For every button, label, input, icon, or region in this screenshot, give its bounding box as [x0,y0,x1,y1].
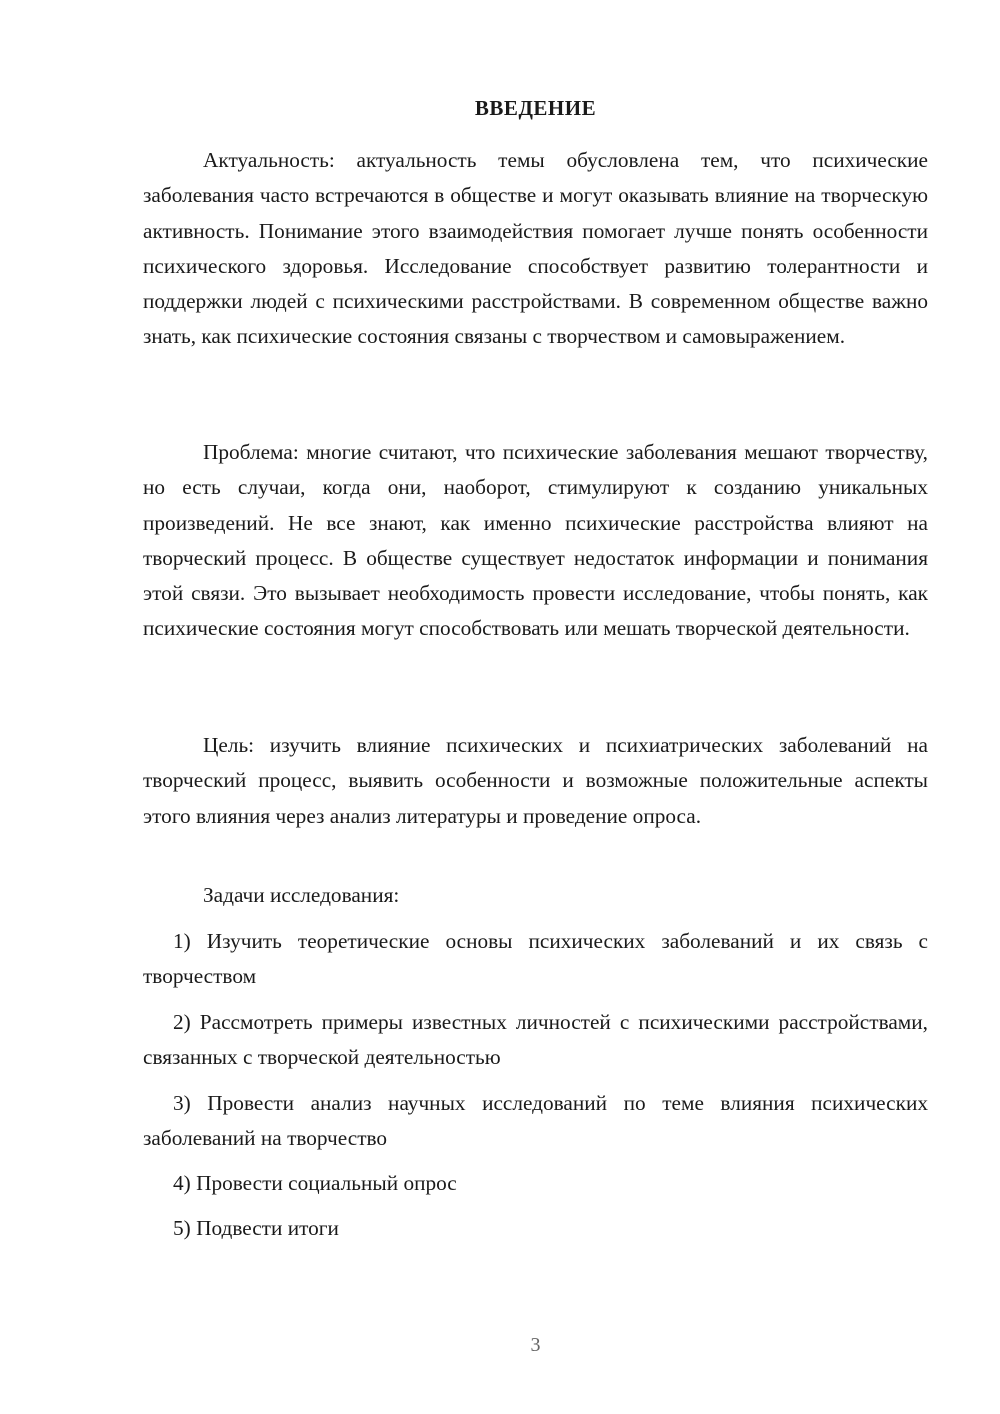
task-item: 3) Провести анализ научных исследований по теме влияния психических заболеваний на творчество [143,1091,928,1150]
goal-paragraph: Цель: изучить влияние психических и психиатрических заболеваний на творческий процесс, выявить особенности и возможные положительные аспекты этого влияния через анализ литературы и проведение опроса. [143,733,928,828]
section-heading: ВВЕДЕНИЕ [474,96,597,120]
page-number: 3 [530,1334,541,1356]
task-item: 2) Рассмотреть примеры известных личностей с психическими расстройствами, связанных с творческой деятельностью [143,1010,928,1069]
tasks-header: Задачи исследования: [203,883,400,907]
relevance-paragraph: Актуальность: актуальность темы обусловлена тем, что психические заболевания часто встречаются в обществе и могут оказывать влияние на творческую активность. Понимание этого взаимодействия помогает лучше понять особенности психического здоровья. Исследование способствует развитию толерантности и поддержки людей с психическими расстройствами. В современном обществе важно знать, как психические состояния связаны с творчеством и самовыражением. [143,148,928,349]
task-item: 4) Провести социальный опрос [173,1171,457,1195]
document-page [143,0,928,1414]
problem-paragraph: Проблема: многие считают, что психические заболевания мешают творчеству, но есть случаи, когда они, наоборот, стимулируют к созданию уникальных произведений. Не все знают, как именно психические расстройства влияют на творческий процесс. В обществе существует недостаток информации и понимания этой связи. Это вызывает необходимость провести исследование, чтобы понять, как психические состояния могут способствовать или мешать творческой деятельности. [143,440,928,641]
task-item: 1) Изучить теоретические основы психических заболеваний и их связь с творчеством [143,929,928,988]
task-item: 5) Подвести итоги [173,1216,339,1240]
